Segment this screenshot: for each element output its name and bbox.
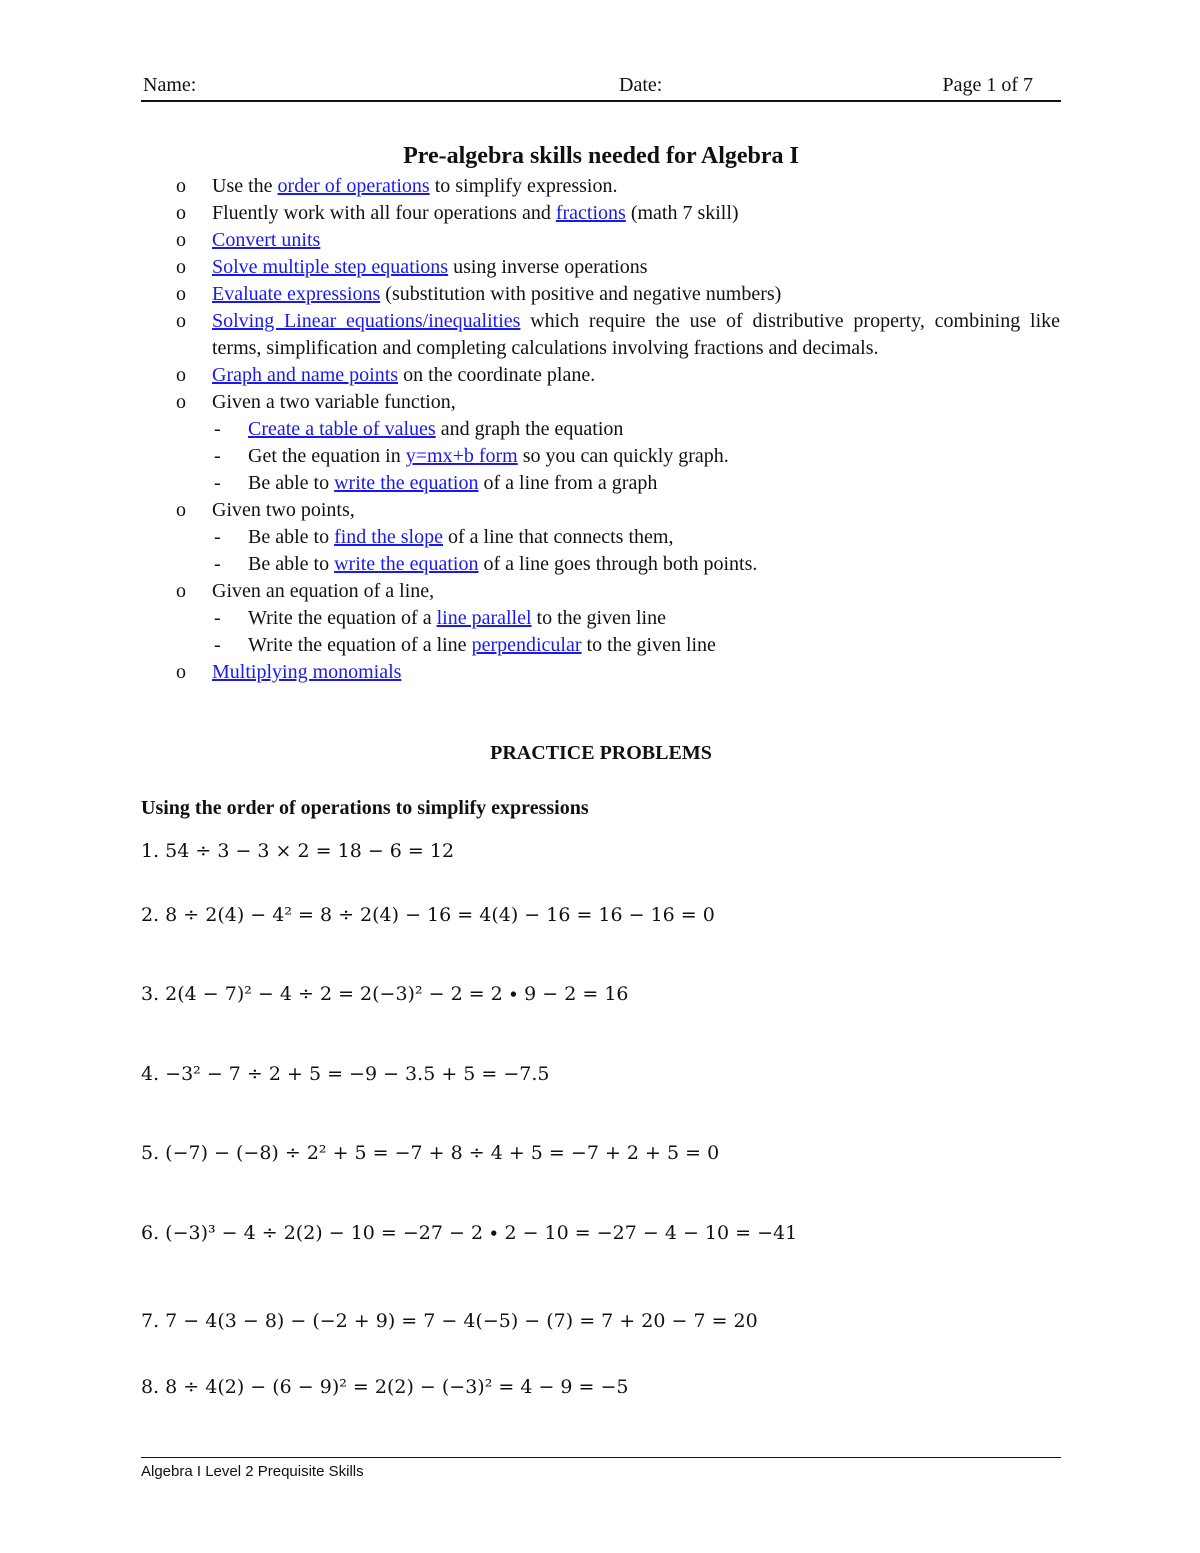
skill-text: Be able to — [248, 526, 335, 548]
skill-text: Use the — [212, 175, 278, 197]
footer-divider — [141, 1457, 1061, 1458]
problem-2: 2. 8 ÷ 2(4) − 4² = 8 ÷ 2(4) − 16 = 4(4) − 16 = 16 − 16 = 0 — [141, 904, 715, 926]
skills-list — [176, 173, 1060, 686]
dash-icon: - — [214, 472, 221, 494]
skill-item — [176, 659, 1060, 686]
sub-item — [212, 551, 1060, 578]
skill-text: Given a two variable function, — [212, 391, 456, 413]
skill-text: Fluently work with all four operations and — [212, 202, 556, 224]
problem-5: 5. (−7) − (−8) ÷ 2² + 5 = −7 + 8 ÷ 4 + 5 = −7 + 2 + 5 = 0 — [141, 1142, 720, 1164]
skill-text: of a line that connects them, — [442, 526, 674, 548]
skill-text: using inverse operations — [448, 256, 648, 278]
graph-and-name-points-link[interactable]: Graph and name points — [212, 364, 399, 386]
problem-6: 6. (−3)³ − 4 ÷ 2(2) − 10 = −27 − 2 ∙ 2 − 10 = −27 − 4 − 10 = −41 — [141, 1222, 798, 1244]
write-the-equation-link[interactable]: write the equation — [334, 472, 479, 494]
line-parallel-link[interactable]: line parallel — [436, 607, 532, 629]
skill-text: to the given line — [581, 634, 716, 656]
skill-text: of a line from a graph — [478, 472, 658, 494]
slope-intercept-form-link[interactable]: y=mx+b form — [405, 445, 518, 467]
fractions-link[interactable]: fractions — [555, 202, 626, 224]
skill-text: (substitution with positive and negative numbers) — [380, 283, 782, 305]
sub-item — [212, 470, 1060, 497]
bullet-icon: o — [176, 310, 186, 332]
sub-item — [212, 416, 1060, 443]
bullet-icon: o — [176, 580, 186, 602]
name-label: Name: — [143, 74, 197, 96]
perpendicular-link[interactable]: perpendicular — [471, 634, 582, 656]
find-the-slope-link[interactable]: find the slope — [334, 526, 443, 548]
skill-text: Get the equation in — [248, 445, 406, 467]
sub-item — [212, 443, 1060, 470]
dash-icon: - — [214, 418, 221, 440]
sub-list — [212, 524, 1060, 578]
convert-units-link[interactable]: Convert units — [212, 229, 321, 251]
bullet-icon: o — [176, 256, 186, 278]
evaluate-expressions-link[interactable]: Evaluate expressions — [212, 283, 381, 305]
skill-text: and graph the equation — [435, 418, 624, 440]
sub-item — [212, 524, 1060, 551]
dash-icon: - — [214, 634, 221, 656]
skill-item — [176, 578, 1060, 659]
bullet-icon: o — [176, 283, 186, 305]
sub-item — [212, 605, 1060, 632]
skill-text: to the given line — [531, 607, 666, 629]
page-footer: Algebra I Level 2 Prequisite Skills — [141, 1463, 364, 1480]
skill-item — [176, 173, 1060, 200]
problem-1: 1. 54 ÷ 3 − 3 × 2 = 18 − 6 = 12 — [141, 840, 455, 862]
skill-text: Given an equation of a line, — [212, 580, 435, 602]
skill-text: Write the equation of a line — [248, 634, 472, 656]
multiplying-monomials-link[interactable]: Multiplying monomials — [212, 661, 402, 683]
skill-text: (math 7 skill) — [625, 202, 739, 224]
sub-item — [212, 632, 1060, 659]
bullet-icon: o — [176, 175, 186, 197]
skill-item — [176, 362, 1060, 389]
practice-heading: PRACTICE PROBLEMS — [490, 742, 712, 764]
bullet-icon: o — [176, 391, 186, 413]
page-header — [141, 72, 1061, 102]
problem-3: 3. 2(4 − 7)² − 4 ÷ 2 = 2(−3)² − 2 = 2 ∙ 9 − 2 = 16 — [141, 983, 629, 1005]
bullet-icon: o — [176, 202, 186, 224]
skill-item — [176, 281, 1060, 308]
write-the-equation-link[interactable]: write the equation — [334, 553, 479, 575]
skill-item — [176, 227, 1060, 254]
page-number: Page 1 of 7 — [942, 74, 1033, 96]
bullet-icon: o — [176, 499, 186, 521]
dash-icon: - — [214, 607, 221, 629]
create-table-of-values-link[interactable]: Create a table of values — [248, 418, 436, 440]
skill-text: Given two points, — [212, 499, 355, 521]
sub-list — [212, 605, 1060, 659]
skill-text: so you can quickly graph. — [517, 445, 729, 467]
problem-7: 7. 7 − 4(3 − 8) − (−2 + 9) = 7 − 4(−5) − (7) = 7 + 20 − 7 = 20 — [141, 1310, 758, 1332]
dash-icon: - — [214, 553, 221, 575]
skill-text: Be able to — [248, 553, 335, 575]
skill-text: to simplify expression. — [429, 175, 618, 197]
problem-4: 4. −3² − 7 ÷ 2 + 5 = −9 − 3.5 + 5 = −7.5 — [141, 1063, 550, 1085]
skill-item — [176, 497, 1060, 578]
sub-list — [212, 416, 1060, 497]
bullet-icon: o — [176, 364, 186, 386]
skill-item — [176, 389, 1060, 497]
bullet-icon: o — [176, 229, 186, 251]
order-of-operations-link[interactable]: order of operations — [277, 175, 430, 197]
section-heading: Using the order of operations to simplify expressions — [141, 797, 589, 819]
skill-text: on the coordinate plane. — [398, 364, 596, 386]
skill-text: Be able to — [248, 472, 335, 494]
skill-item — [176, 308, 1060, 362]
skill-item — [176, 200, 1060, 227]
dash-icon: - — [214, 526, 221, 548]
solving-linear-equations-link[interactable]: Solving Linear equations/inequalities — [212, 310, 521, 332]
date-label: Date: — [619, 74, 663, 96]
skill-text: which require the use of distributive property, combining like terms, simplification and completing calculations involving fractions and decimals. — [212, 310, 1061, 359]
dash-icon: - — [214, 445, 221, 467]
skill-text: of a line goes through both points. — [478, 553, 758, 575]
document-title: Pre-algebra skills needed for Algebra I — [403, 143, 799, 169]
solve-multiple-step-equations-link[interactable]: Solve multiple step equations — [212, 256, 449, 278]
bullet-icon: o — [176, 661, 186, 683]
skill-item — [176, 254, 1060, 281]
problem-8: 8. 8 ÷ 4(2) − (6 − 9)² = 2(2) − (−3)² = 4 − 9 = −5 — [141, 1376, 629, 1398]
skill-text: Write the equation of a — [248, 607, 437, 629]
